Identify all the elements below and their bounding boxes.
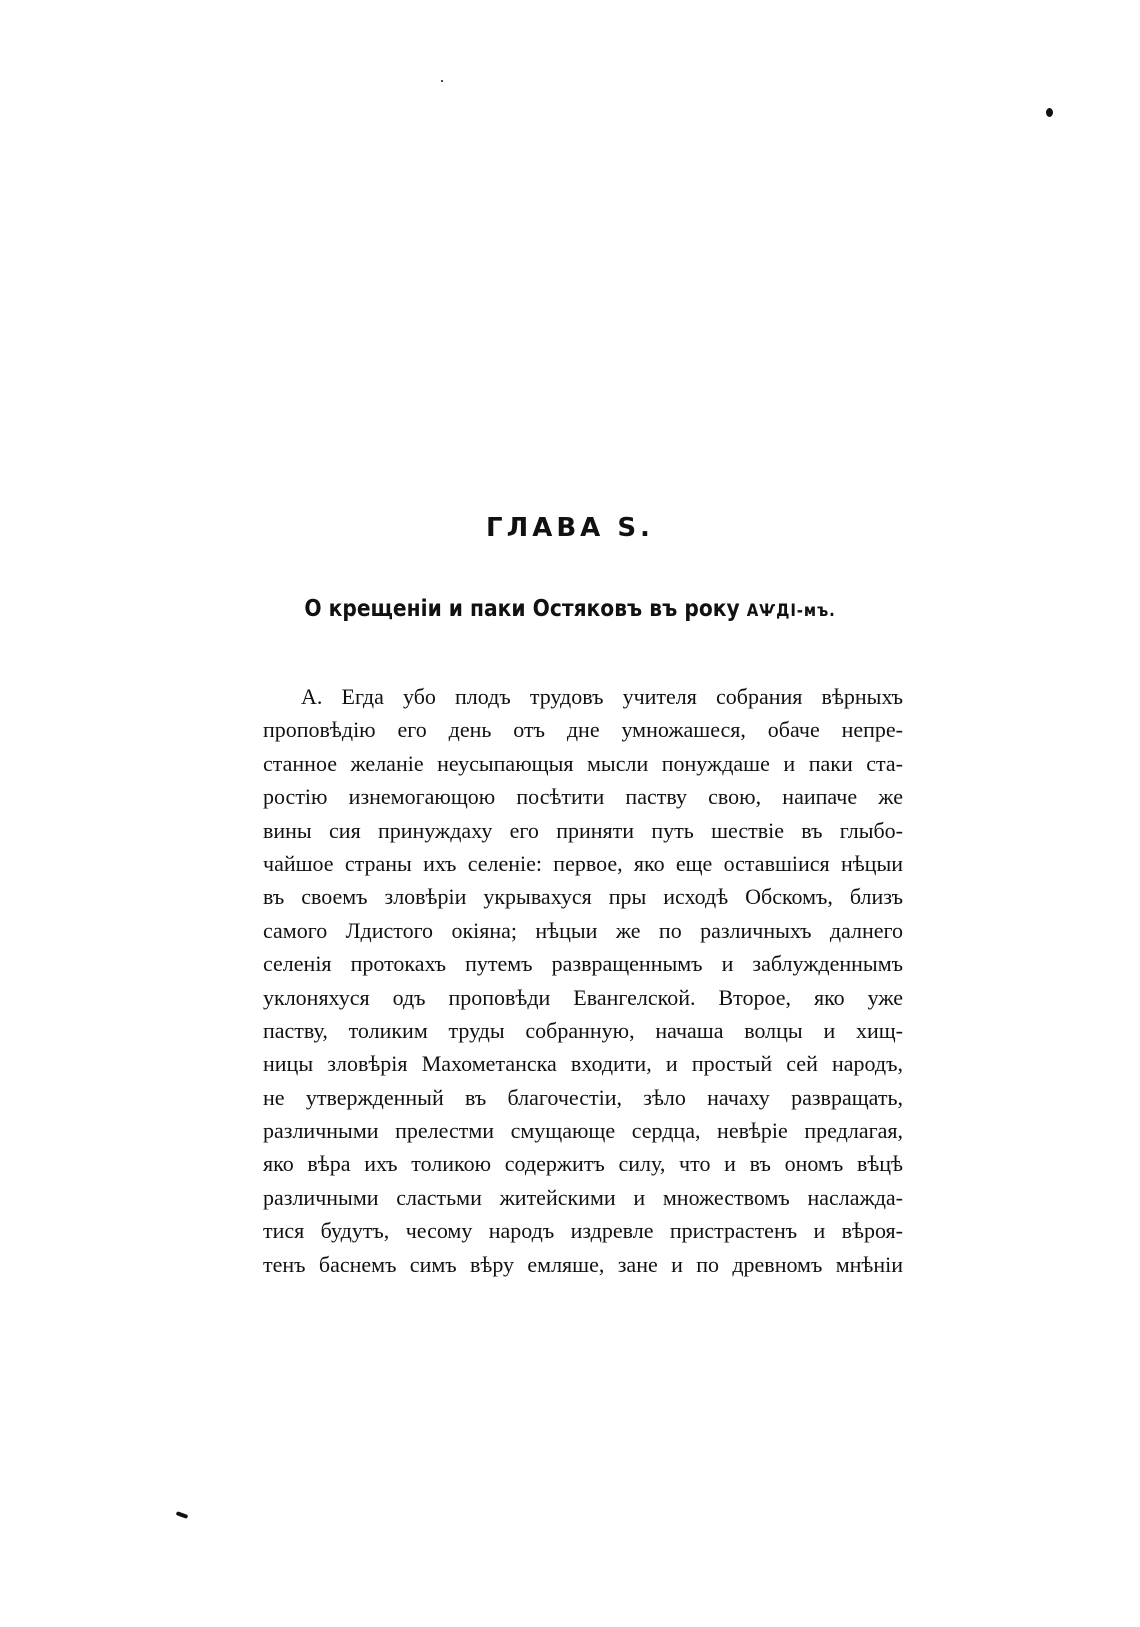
- text-line: самого Лдистого окіяна; нѣцыи же по различныхъ далнего: [263, 917, 903, 943]
- text-line: различными прелестми смущающе сердца, невѣріе предлагая,: [263, 1118, 903, 1144]
- body-text: [263, 680, 903, 1281]
- text-line: въ своемъ зловѣріи укрывахуся пры исходѣ Обскомъ, близъ: [263, 884, 903, 910]
- text-line: селенія протокахъ путемъ развращеннымъ и заблужденнымъ: [263, 951, 903, 977]
- text-line: А. Егда убо плодъ трудовъ учителя собрания вѣрныхъ: [301, 684, 903, 709]
- chapter-heading: ГЛАВА Ѕ.: [486, 513, 654, 543]
- text-line: тенъ баснемъ симъ вѣру емляше, зане и по древномъ мнѣніи: [263, 1251, 903, 1277]
- text-line: проповѣдію его день отъ дне умножашеся, обаче непре-: [263, 717, 903, 743]
- text-line: вины сия принуждаху его приняти путь шествіе въ глыбо-: [263, 817, 903, 843]
- text-line: не утвержденный въ благочестіи, зѣло начаху развращать,: [263, 1084, 903, 1110]
- ink-speck: [1046, 108, 1053, 117]
- text-line: различными сластьми житейскими и множествомъ наслаждa-: [263, 1184, 903, 1210]
- chapter-subtitle-year: АѰДІ-мъ.: [746, 601, 836, 621]
- ink-speck: [441, 80, 443, 82]
- text-line: ростію изнемогающою посѣтити паству свою, наипаче же: [263, 784, 903, 810]
- text-line: уклоняхуся одъ проповѣди Евангелской. Второе, яко уже: [263, 984, 903, 1010]
- text-line: ницы зловѣрія Махометанска входити, и простый сей народъ,: [263, 1051, 903, 1077]
- chapter-subtitle: [68, 596, 1071, 622]
- ink-speck: [176, 1511, 189, 1519]
- text-line: станное желаніе неусыпающыя мысли понуждаше и паки ста-: [263, 750, 903, 776]
- text-line: чайшое страны ихъ селеніе: первое, яко еще оставшіися нѣцыи: [263, 850, 903, 876]
- text-line: яко вѣра ихъ толикою содержитъ силу, что и въ ономъ вѣцѣ: [263, 1151, 903, 1177]
- text-line: паству, толиким труды собранную, начаша волцы и хищ-: [263, 1017, 903, 1043]
- chapter-subtitle-text: О крещеніи и паки Остяковъ въ року: [304, 596, 740, 622]
- text-line: тися будутъ, чесому народъ издревле пристрастенъ и вѣроя-: [263, 1218, 903, 1244]
